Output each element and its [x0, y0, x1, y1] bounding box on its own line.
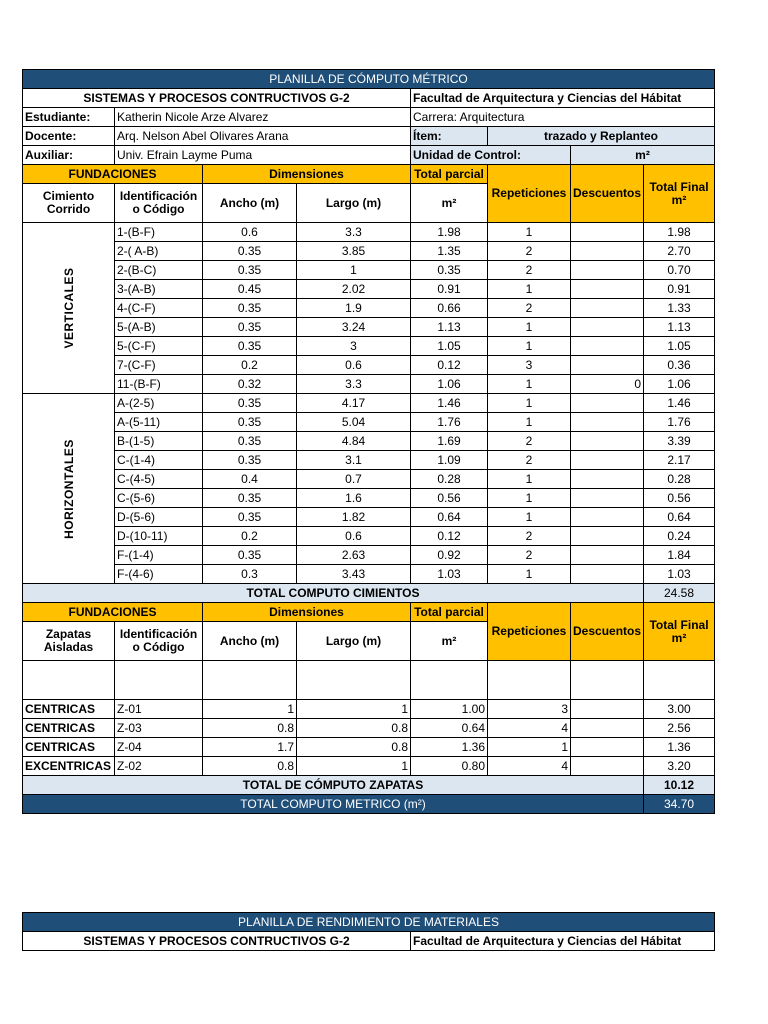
total-final-cell: 1.33 — [644, 299, 715, 318]
zapata-largo-cell: 0.8 — [297, 738, 411, 757]
carrera-value: Carrera: Arquitectura — [411, 108, 715, 127]
total-final-cell: 1.03 — [644, 565, 715, 584]
ancho-cell: 0.32 — [203, 375, 297, 394]
zapata-total-final-cell: 3.00 — [644, 700, 715, 719]
parcial-cell: 1.13 — [411, 318, 488, 337]
descuentos-cell — [571, 527, 644, 546]
planilla2-title: PLANILLA DE RENDIMIENTO DE MATERIALES — [23, 913, 715, 932]
repeticiones-cell: 1 — [488, 337, 571, 356]
ancho-cell: 0.35 — [203, 508, 297, 527]
table-row — [23, 719, 715, 738]
ancho-cell: 0.45 — [203, 280, 297, 299]
grand-total-label: TOTAL COMPUTO METRICO (m²) — [23, 795, 644, 814]
zapata-tipo-cell: CENTRICAS — [23, 719, 115, 738]
total-final-cell: 1.98 — [644, 223, 715, 242]
parcial-cell: 0.35 — [411, 261, 488, 280]
faculty: Facultad de Arquitectura y Ciencias del Hábitat — [411, 89, 715, 108]
ancho-cell: 0.35 — [203, 261, 297, 280]
zapata-descuentos-cell — [571, 738, 644, 757]
descuentos-cell — [571, 413, 644, 432]
empty-cell — [411, 661, 488, 700]
repeticiones-cell: 2 — [488, 451, 571, 470]
zapata-total-final-cell: 3.20 — [644, 757, 715, 776]
ident-cell: 7-(C-F) — [115, 356, 203, 375]
empty-cell — [115, 661, 203, 700]
ident-cell: 1-(B-F) — [115, 223, 203, 242]
zapata-ident-cell: Z-02 — [115, 757, 203, 776]
table-row — [23, 700, 715, 719]
item-value: trazado y Replanteo — [488, 127, 715, 146]
docente-label: Docente: — [23, 127, 115, 146]
total-final-cell: 0.91 — [644, 280, 715, 299]
parcial-cell: 0.66 — [411, 299, 488, 318]
descuentos-cell — [571, 489, 644, 508]
repeticiones-cell: 2 — [488, 261, 571, 280]
zapatas-aisladas-header: Zapatas Aisladas — [23, 622, 115, 661]
parcial-cell: 0.28 — [411, 470, 488, 489]
empty-cell — [644, 661, 715, 700]
table-row — [23, 280, 715, 299]
zapata-total-final-cell: 2.56 — [644, 719, 715, 738]
zapata-largo-cell: 1 — [297, 757, 411, 776]
auxiliar-value: Univ. Efrain Layme Puma — [115, 146, 411, 165]
largo-cell: 1.9 — [297, 299, 411, 318]
ident-cell: 4-(C-F) — [115, 299, 203, 318]
table-row — [23, 565, 715, 584]
parcial-cell: 1.06 — [411, 375, 488, 394]
zapatas-descuentos-header: Descuentos — [571, 603, 644, 661]
estudiante-label: Estudiante: — [23, 108, 115, 127]
repeticiones-cell: 1 — [488, 394, 571, 413]
total-final-cell: 0.70 — [644, 261, 715, 280]
largo-cell: 0.6 — [297, 527, 411, 546]
zapata-ancho-cell: 0.8 — [203, 757, 297, 776]
zapata-total-final-cell: 1.36 — [644, 738, 715, 757]
table-row — [23, 470, 715, 489]
empty-cell — [488, 661, 571, 700]
table-row — [23, 738, 715, 757]
empty-cell — [23, 661, 115, 700]
ancho-cell: 0.6 — [203, 223, 297, 242]
table-row — [23, 375, 715, 394]
total-final-cell: 0.28 — [644, 470, 715, 489]
descuentos-cell — [571, 318, 644, 337]
table-row — [23, 261, 715, 280]
descuentos-cell — [571, 432, 644, 451]
unidad-value: m² — [571, 146, 715, 165]
empty-cell — [297, 661, 411, 700]
largo-cell: 4.17 — [297, 394, 411, 413]
table-row — [23, 413, 715, 432]
total-cimientos-row — [23, 584, 715, 603]
empty-row — [23, 661, 715, 700]
largo-cell: 5.04 — [297, 413, 411, 432]
largo-cell: 1.6 — [297, 489, 411, 508]
descuentos-cell — [571, 280, 644, 299]
verticales-group-label: VERTICALES — [61, 267, 76, 349]
parcial-cell: 1.46 — [411, 394, 488, 413]
ancho-cell: 0.4 — [203, 470, 297, 489]
ident-cell: 5-(C-F) — [115, 337, 203, 356]
zapata-ident-cell: Z-01 — [115, 700, 203, 719]
total-zapatas-row — [23, 776, 715, 795]
ancho-cell: 0.35 — [203, 242, 297, 261]
zapata-largo-cell: 1 — [297, 700, 411, 719]
descuentos-cell — [571, 223, 644, 242]
largo-cell: 3.1 — [297, 451, 411, 470]
zapata-tipo-cell: CENTRICAS — [23, 738, 115, 757]
parcial-cell: 1.76 — [411, 413, 488, 432]
zapata-descuentos-cell — [571, 757, 644, 776]
zapata-parcial-cell: 0.80 — [411, 757, 488, 776]
zapatas-fundaciones-header: FUNDACIONES — [23, 603, 203, 622]
cimiento-corrido-header: Cimiento Corrido — [23, 184, 115, 223]
repeticiones-cell: 1 — [488, 375, 571, 394]
ancho-cell: 0.35 — [203, 546, 297, 565]
zapata-repeticiones-cell: 4 — [488, 719, 571, 738]
repeticiones-cell: 1 — [488, 489, 571, 508]
zapatas-total-final-header: Total Final m² — [644, 603, 715, 661]
descuentos-cell — [571, 299, 644, 318]
total-final-cell: 1.84 — [644, 546, 715, 565]
zapata-tipo-cell: CENTRICAS — [23, 700, 115, 719]
ancho-cell: 0.35 — [203, 432, 297, 451]
unidad-label: Unidad de Control: — [411, 146, 571, 165]
repeticiones-cell: 1 — [488, 280, 571, 299]
descuentos-cell — [571, 337, 644, 356]
table-row — [23, 394, 715, 413]
zapata-parcial-cell: 1.00 — [411, 700, 488, 719]
repeticiones-cell: 1 — [488, 470, 571, 489]
largo-cell: 0.6 — [297, 356, 411, 375]
zapata-ancho-cell: 1 — [203, 700, 297, 719]
zapata-ident-cell: Z-03 — [115, 719, 203, 738]
largo-cell: 3.85 — [297, 242, 411, 261]
largo-cell: 0.7 — [297, 470, 411, 489]
descuentos-cell — [571, 242, 644, 261]
largo-cell: 3.43 — [297, 565, 411, 584]
descuentos-cell — [571, 451, 644, 470]
ident-cell: C-(5-6) — [115, 489, 203, 508]
ident-cell: 5-(A-B) — [115, 318, 203, 337]
ancho-cell: 0.3 — [203, 565, 297, 584]
zapatas-dimensiones-header: Dimensiones — [203, 603, 411, 622]
parcial-cell: 0.56 — [411, 489, 488, 508]
total-final-cell: 2.70 — [644, 242, 715, 261]
parcial-cell: 0.12 — [411, 356, 488, 375]
subject: SISTEMAS Y PROCESOS CONTRUCTIVOS G-2 — [23, 89, 411, 108]
ident-cell: C-(1-4) — [115, 451, 203, 470]
ident-cell: F-(1-4) — [115, 546, 203, 565]
descuentos-cell — [571, 394, 644, 413]
parcial-cell: 1.05 — [411, 337, 488, 356]
total-zapatas-label: TOTAL DE CÓMPUTO ZAPATAS — [23, 776, 644, 795]
ancho-cell: 0.35 — [203, 413, 297, 432]
total-final-cell: 1.13 — [644, 318, 715, 337]
repeticiones-cell: 2 — [488, 527, 571, 546]
descuentos-cell — [571, 546, 644, 565]
descuentos-cell — [571, 356, 644, 375]
ancho-cell: 0.2 — [203, 356, 297, 375]
total-cimientos-value: 24.58 — [644, 584, 715, 603]
total-final-cell: 1.05 — [644, 337, 715, 356]
total-parcial-header: Total parcial — [411, 165, 488, 184]
zapatas-m2-header: m² — [411, 622, 488, 661]
fundaciones-header: FUNDACIONES — [23, 165, 203, 184]
table-row — [23, 223, 715, 242]
repeticiones-header: Repeticiones — [488, 165, 571, 223]
descuentos-cell — [571, 470, 644, 489]
descuentos-cell — [571, 565, 644, 584]
parcial-cell: 1.35 — [411, 242, 488, 261]
rendimiento-materiales-table — [22, 912, 715, 951]
zapata-largo-cell: 0.8 — [297, 719, 411, 738]
ancho-cell: 0.35 — [203, 337, 297, 356]
repeticiones-cell: 2 — [488, 432, 571, 451]
zapata-tipo-cell: EXCENTRICAS — [23, 757, 115, 776]
repeticiones-cell: 3 — [488, 356, 571, 375]
largo-cell: 3.3 — [297, 223, 411, 242]
total-final-cell: 1.06 — [644, 375, 715, 394]
repeticiones-cell: 1 — [488, 565, 571, 584]
table-row — [23, 489, 715, 508]
horizontales-group-label: HORIZONTALES — [61, 438, 76, 539]
repeticiones-cell: 1 — [488, 413, 571, 432]
ident-cell: A-(2-5) — [115, 394, 203, 413]
zapata-descuentos-cell — [571, 700, 644, 719]
total-final-cell: 0.36 — [644, 356, 715, 375]
zapata-ident-cell: Z-04 — [115, 738, 203, 757]
largo-header: Largo (m) — [297, 184, 411, 223]
largo-cell: 1.82 — [297, 508, 411, 527]
table-row — [23, 242, 715, 261]
ident-cell: 11-(B-F) — [115, 375, 203, 394]
repeticiones-cell: 2 — [488, 299, 571, 318]
descuentos-cell: 0 — [571, 375, 644, 394]
table-row — [23, 451, 715, 470]
parcial-cell: 1.03 — [411, 565, 488, 584]
zapata-parcial-cell: 1.36 — [411, 738, 488, 757]
largo-cell: 3 — [297, 337, 411, 356]
largo-cell: 2.63 — [297, 546, 411, 565]
ident-header: Identificación o Código — [115, 184, 203, 223]
ident-cell: B-(1-5) — [115, 432, 203, 451]
table-row — [23, 508, 715, 527]
total-final-cell: 1.46 — [644, 394, 715, 413]
repeticiones-cell: 1 — [488, 508, 571, 527]
descuentos-header: Descuentos — [571, 165, 644, 223]
ident-cell: 2-( A-B) — [115, 242, 203, 261]
computo-metrico-table — [22, 69, 715, 814]
total-final-cell: 2.17 — [644, 451, 715, 470]
ancho-cell: 0.35 — [203, 318, 297, 337]
zapatas-ident-header: Identificación o Código — [115, 622, 203, 661]
zapatas-repeticiones-header: Repeticiones — [488, 603, 571, 661]
zapatas-ancho-header: Ancho (m) — [203, 622, 297, 661]
largo-cell: 3.24 — [297, 318, 411, 337]
ancho-header: Ancho (m) — [203, 184, 297, 223]
ancho-cell: 0.2 — [203, 527, 297, 546]
ident-cell: A-(5-11) — [115, 413, 203, 432]
auxiliar-label: Auxiliar: — [23, 146, 115, 165]
repeticiones-cell: 1 — [488, 223, 571, 242]
parcial-cell: 0.91 — [411, 280, 488, 299]
horizontales-group — [23, 394, 115, 584]
ancho-cell: 0.35 — [203, 394, 297, 413]
zapata-parcial-cell: 0.64 — [411, 719, 488, 738]
table-row — [23, 356, 715, 375]
zapatas-header-row — [23, 603, 715, 622]
largo-cell: 4.84 — [297, 432, 411, 451]
parcial-cell: 1.09 — [411, 451, 488, 470]
zapata-repeticiones-cell: 1 — [488, 738, 571, 757]
grand-total-value: 34.70 — [644, 795, 715, 814]
descuentos-cell — [571, 261, 644, 280]
parcial-cell: 0.92 — [411, 546, 488, 565]
parcial-cell: 1.98 — [411, 223, 488, 242]
parcial-cell: 0.64 — [411, 508, 488, 527]
zapatas-largo-header: Largo (m) — [297, 622, 411, 661]
dimensiones-header: Dimensiones — [203, 165, 411, 184]
ancho-cell: 0.35 — [203, 299, 297, 318]
total-final-cell: 3.39 — [644, 432, 715, 451]
table-row — [23, 337, 715, 356]
largo-cell: 3.3 — [297, 375, 411, 394]
ancho-cell: 0.35 — [203, 451, 297, 470]
zapatas-total-parcial-header: Total parcial — [411, 603, 488, 622]
zapata-ancho-cell: 1.7 — [203, 738, 297, 757]
table-row — [23, 318, 715, 337]
docente-value: Arq. Nelson Abel Olivares Arana — [115, 127, 411, 146]
zapata-descuentos-cell — [571, 719, 644, 738]
item-label: Ítem: — [411, 127, 488, 146]
total-zapatas-value: 10.12 — [644, 776, 715, 795]
empty-cell — [571, 661, 644, 700]
table-row — [23, 299, 715, 318]
zapata-repeticiones-cell: 4 — [488, 757, 571, 776]
parcial-cell: 0.12 — [411, 527, 488, 546]
ancho-cell: 0.35 — [203, 489, 297, 508]
total-cimientos-label: TOTAL COMPUTO CIMIENTOS — [23, 584, 644, 603]
table-row — [23, 546, 715, 565]
table-row — [23, 757, 715, 776]
table-row — [23, 527, 715, 546]
parcial-cell: 1.69 — [411, 432, 488, 451]
largo-cell: 2.02 — [297, 280, 411, 299]
m2-header: m² — [411, 184, 488, 223]
ident-cell: D-(10-11) — [115, 527, 203, 546]
total-final-cell: 0.24 — [644, 527, 715, 546]
planilla2-subject: SISTEMAS Y PROCESOS CONTRUCTIVOS G-2 — [23, 932, 411, 951]
estudiante-value: Katherin Nicole Arze Alvarez — [115, 108, 411, 127]
total-final-cell: 1.76 — [644, 413, 715, 432]
total-final-header: Total Final m² — [644, 165, 715, 223]
table-row — [23, 432, 715, 451]
ident-cell: F-(4-6) — [115, 565, 203, 584]
repeticiones-cell: 2 — [488, 546, 571, 565]
ident-cell: 3-(A-B) — [115, 280, 203, 299]
zapata-ancho-cell: 0.8 — [203, 719, 297, 738]
descuentos-cell — [571, 508, 644, 527]
repeticiones-cell: 2 — [488, 242, 571, 261]
verticales-group — [23, 223, 115, 394]
empty-cell — [203, 661, 297, 700]
total-final-cell: 0.56 — [644, 489, 715, 508]
planilla-title: PLANILLA DE CÓMPUTO MÉTRICO — [23, 70, 715, 89]
planilla2-faculty: Facultad de Arquitectura y Ciencias del Hábitat — [411, 932, 715, 951]
ident-cell: D-(5-6) — [115, 508, 203, 527]
zapata-repeticiones-cell: 3 — [488, 700, 571, 719]
largo-cell: 1 — [297, 261, 411, 280]
repeticiones-cell: 1 — [488, 318, 571, 337]
total-final-cell: 0.64 — [644, 508, 715, 527]
ident-cell: C-(4-5) — [115, 470, 203, 489]
ident-cell: 2-(B-C) — [115, 261, 203, 280]
grand-total-row — [23, 795, 715, 814]
